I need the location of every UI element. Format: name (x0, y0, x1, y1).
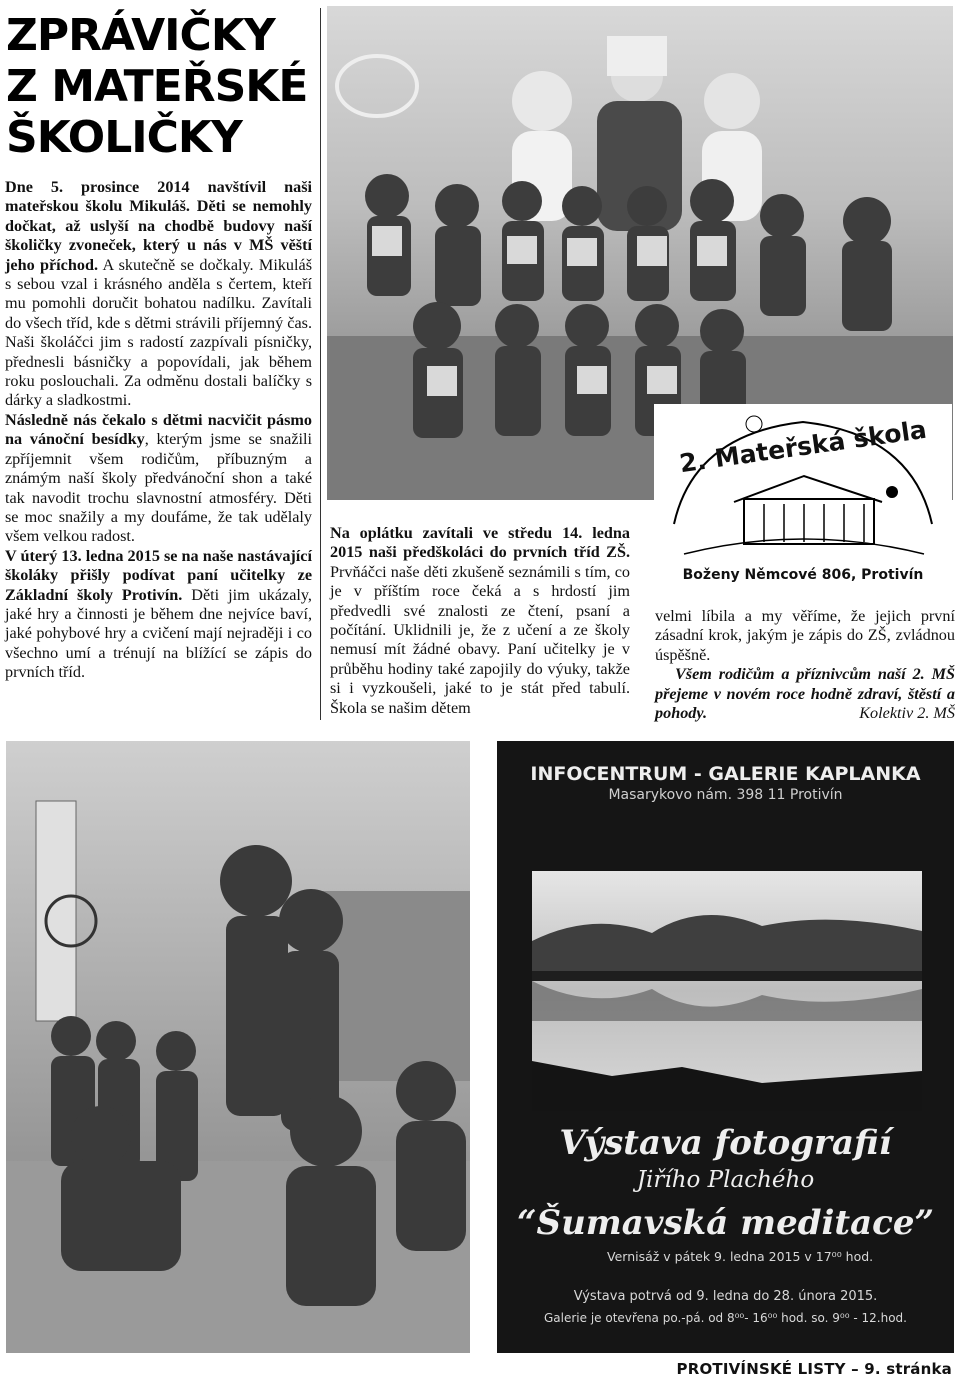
closing-wishes: Všem rodičům a příznivcům naší 2. MŠ přejeme v novém roce hodně zdraví, štěstí a pohody. (655, 665, 955, 723)
poster-author: Jiřího Plachého (636, 1167, 815, 1193)
poster-organizer: INFOCENTRUM - GALERIE KAPLANKA (530, 763, 921, 785)
poster-opening-hours: Galerie je otevřena po.-pá. od 8⁰⁰- 16⁰⁰ hod. so. 9⁰⁰ - 12.hod. (544, 1311, 907, 1325)
photo-children-gym (6, 741, 470, 1353)
paragraph-2-body: , kterým jsme se snažili zpříjemnit všem rodičům, příbuzným a známým naší školy předvánoční shon a také tak navodit trochu slavnostní atmosféry. Děti se moc snažily a my doufáme, že tak udělaly všem velkou radost. (5, 430, 312, 546)
poster-duration: Výstava potrvá od 9. ledna do 28. února 2015. (573, 1289, 878, 1304)
article-column-2 (330, 524, 630, 718)
article-column-1 (5, 178, 312, 683)
paragraph-6 (655, 665, 955, 723)
poster-address: Masarykovo nám. 398 11 Protivín (608, 787, 843, 803)
paragraph-1-lead: Dne 5. prosince 2014 navštívil naši mateřskou školu Mikuláš. Děti se nemohly dočkat, až uslyší na chodbě budovy naší školičky zvoneček, který u nás v MŠ věští jeho příchod. (5, 178, 312, 274)
headline-line-3: ŠKOLIČKY (6, 112, 242, 163)
logo-school-address: Boženy Němcové 806, Protivín (682, 567, 924, 583)
paragraph-2 (5, 411, 312, 547)
paragraph-4-lead: Na oplátku zavítali ve středu 14. ledna 2015 naši předškoláci do prvních tříd ZŠ. (330, 524, 630, 562)
paragraph-2-lead: Následně nás čekalo s dětmi nacvičit pásmo na vánoční besídky (5, 410, 312, 449)
headline-line-2: Z MATEŘSKÉ (6, 61, 308, 112)
article-column-3 (655, 607, 955, 723)
paragraph-3-lead: V úterý 13. ledna 2015 se na naše nastávající školáky přišly podívat paní učitelky ze Základní školy Protivín. (5, 546, 312, 604)
article-headline (6, 10, 316, 163)
column-divider (320, 8, 321, 720)
poster-exhibition-name: “Šumavská meditace” (516, 1203, 935, 1243)
paragraph-4-body: Prvňáčci naše děti zkušeně seznámili s tím, co je v příštím roce čeká a s hrdostí jim předvedli své znalosti ze čtení, psaní a počítání. Uklidnili je, že z učení a ze školy nemusí mít žádné obavy. Paní učitelky je v průběhu hodiny také zapojily do výuky, takže si i vyzkoušeli, jaké to je stát před tabulí. Škola se našim dětem (330, 562, 630, 717)
paragraph-5: velmi líbila a my věříme, že jejich první zásadní krok, jakým je zápis do ZŠ, zvládnou úspěšně. (655, 607, 955, 664)
article-signature: Kolektiv 2. MŠ (859, 704, 955, 723)
poster-vernissage: Vernisáž v pátek 9. ledna 2015 v 17⁰⁰ hod. (607, 1249, 874, 1264)
paragraph-4 (330, 524, 630, 718)
paragraph-3 (5, 547, 312, 683)
paragraph-1-body: A skutečně se dočkaly. Mikuláš s sebou vzal i krásného anděla s čertem, kteří mu pomohli doručit bohatou nadílku. Zavítali do všech tříd, kde s dětmi strávili příjemný čas. Naši školáčci jim s radostí zazpívali písničky, přednesli básničky a popovídali, jak během roku poslouchali. Za odměnu dostali balíčky s dárky a sladkostmi. (5, 255, 312, 410)
headline-line-1: ZPRÁVIČKY (6, 10, 275, 61)
poster-lake-photo (532, 871, 922, 1111)
paragraph-3-body: Děti jim ukázaly, jaké hry a činnosti je během dne nejvíce baví, jaké pohybové hry a cvičení mají nejraději i co všechno umí a trénují na blížící se zápis do prvních tříd. (5, 585, 312, 682)
exhibition-poster (497, 741, 954, 1353)
page-footer: PROTIVÍNSKÉ LISTY – 9. stránka (676, 1360, 952, 1378)
logo-school-name: 2. Mateřská škola (677, 414, 929, 479)
photo-gym-illustration (6, 741, 470, 1353)
paragraph-1 (5, 178, 312, 411)
poster-title: Výstava fotografií (559, 1123, 892, 1163)
kindergarten-logo (654, 404, 952, 602)
